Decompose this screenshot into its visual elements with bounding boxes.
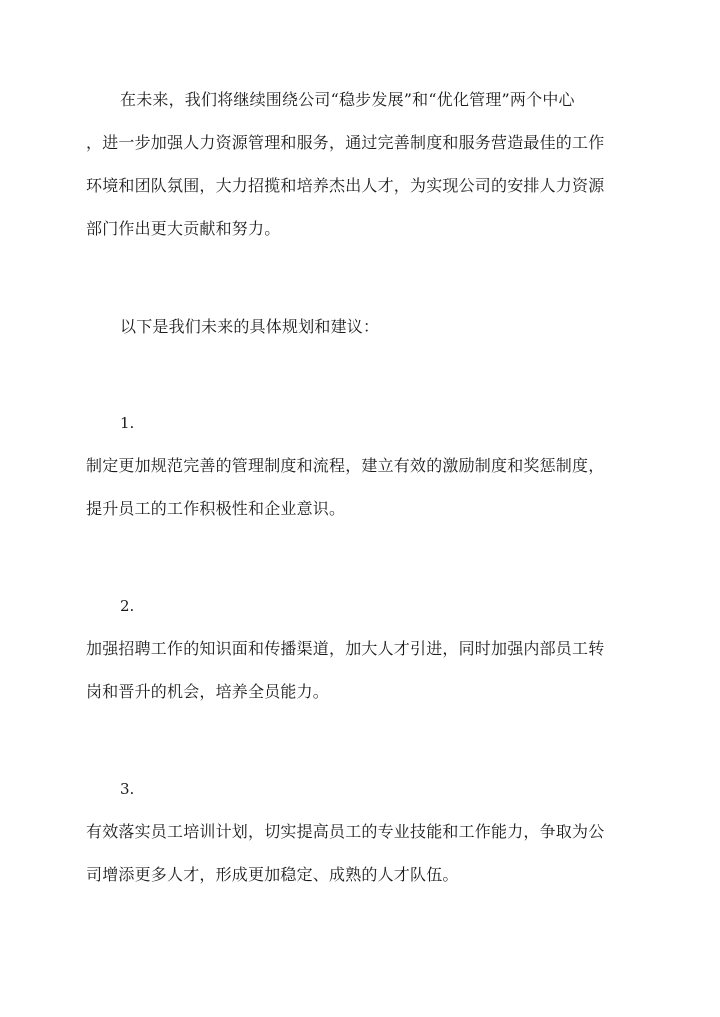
intro-paragraph-line: ，进一步加强人力资源管理和服务，通过完善制度和服务营造最佳的工作 bbox=[86, 133, 605, 152]
list-item-text-line: 岗和晋升的机会，培养全员能力。 bbox=[86, 682, 330, 701]
list-item-text-line: 有效落实员工培训计划，切实提高员工的专业技能和工作能力，争取为公 bbox=[86, 822, 605, 841]
list-item-text-line: 提升员工的工作积极性和企业意识。 bbox=[86, 499, 346, 518]
list-item-text-line: 制定更加规范完善的管理制度和流程，建立有效的激励制度和奖惩制度， bbox=[86, 456, 605, 475]
intro-paragraph-line: 在未来，我们将继续围绕公司“稳步发展”和“优化管理”两个中心 bbox=[120, 90, 575, 109]
list-item-text-line: 加强招聘工作的知识面和传播渠道，加大人才引进，同时加强内部员工转 bbox=[86, 639, 605, 658]
list-item-number: 1. bbox=[120, 414, 135, 432]
lead-sentence: 以下是我们未来的具体规划和建议： bbox=[120, 317, 380, 336]
list-item-text-line: 司增添更多人才，形成更加稳定、成熟的人才队伍。 bbox=[86, 865, 459, 884]
intro-paragraph-line: 部门作出更大贡献和努力。 bbox=[86, 219, 281, 238]
list-item-number: 2. bbox=[120, 597, 135, 615]
intro-paragraph-line: 环境和团队氛围，大力招揽和培养杰出人才，为实现公司的安排人力资源 bbox=[86, 176, 605, 195]
list-item-number: 3. bbox=[120, 780, 135, 798]
